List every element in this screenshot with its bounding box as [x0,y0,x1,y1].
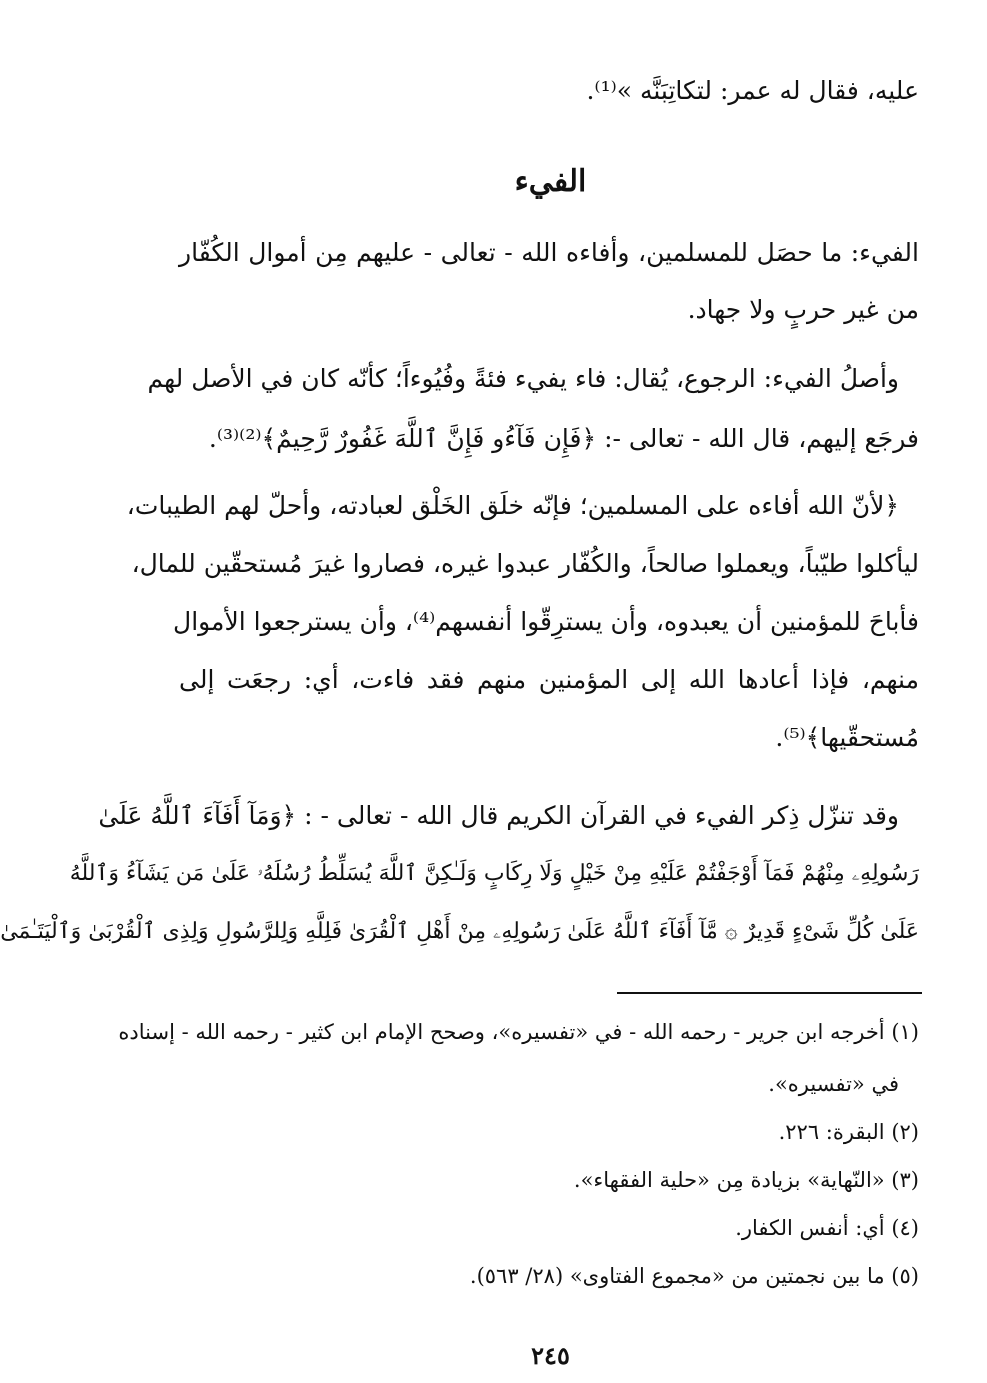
paragraph-3-line-1: ﴿لأنّ الله أفاءه على المسلمين؛ فإنّه خلَق الخَلْق لعبادته، وأحلّ لهم الطيبات، [126,491,899,520]
paragraph-2-line-1: وأصلُ الفيء: الرجوع، يُقال: فاء يفيء فئةً وفُيُوءاً؛ كأنّه كان في الأصل لهم [147,364,899,393]
footnote-2: (٢) البقرة: ٢٢٦. [778,1120,919,1144]
paragraph-3-line-2: ليأكلوا طيّباً، ويعملوا صالحاً، والكُفّار عبدوا غيره، فصاروا غيرَ مُستحقّين للمال، [131,549,919,578]
paragraph-4-line-1: وقد تنزّل ذِكر الفيء في القرآن الكريم قال الله - تعالى - : ﴿وَمَآ أَفَآءَ ٱللَّهُ عَلَىٰ [98,801,899,830]
footnote-5: (٥) ما بين نجمتين من «مجموع الفتاوى» (٢٨/ ٥٦٣). [469,1264,919,1288]
footnote-1: (١) أخرجه ابن جرير - رحمه الله - في «تفسيره»، وصحح الإمام ابن كثير - رحمه الله - إسناده [118,1020,919,1044]
paragraph-3-line-4: منهم، فإذا أعادها الله إلى المؤمنين منهم فقد فاءت، أي: رجعَت إلى [179,665,919,694]
footnote-separator [617,992,922,994]
section-title: الفيء [514,164,587,199]
paragraph-4-line-2: رَسُولِهِۦ مِنْهُمْ فَمَآ أَوْجَفْتُمْ عَلَيْهِ مِنْ خَيْلٍ وَلَا رِكَابٍ وَلَـٰكِنَّ ٱللَّهَ يُسَلِّطُ رُسُلَهُۥ عَلَىٰ مَن يَشَآءُ وَٱللَّهُ [69,861,919,886]
page-number: ٢٤٥ [531,1341,570,1370]
paragraph-3-line-5: مُستحقّيها﴾⁽⁵⁾. [775,723,919,752]
paragraph-2-line-2: فرجَع إليهم، قال الله - تعالى -: ﴿فَإِن فَآءُو فَإِنَّ ٱللَّهَ غَفُورٌ رَّحِيمٌ﴾⁽²⁾⁽³⁾. [208,424,919,453]
footnote-4: (٤) أي: أنفس الكفار. [735,1216,919,1240]
paragraph-4-line-3: عَلَىٰ كُلِّ شَىْءٍ قَدِيرٌ ۞ مَّآ أَفَآءَ ٱللَّهُ عَلَىٰ رَسُولِهِۦ مِنْ أَهْلِ ٱلْقُرَىٰ فَلِلَّهِ وَلِلرَّسُولِ وَلِذِى ٱلْقُرْبَىٰ وَٱلْيَتَـٰمَىٰ [0,919,919,944]
footnote-3: (٣) «النّهاية» بزيادة مِن «حلية الفقهاء». [573,1168,919,1192]
paragraph-1-line-1: الفيء: ما حصَل للمسلمين، وأفاءه الله - تعالى - عليهم مِن أموال الكُفّار [179,238,919,267]
top-line: عليه، فقال له عمر: لتكاتِبَنَّه »⁽¹⁾. [586,76,919,105]
paragraph-3-line-3: فأباحَ للمؤمنين أن يعبدوه، وأن يسترِقّوا أنفسهم⁽⁴⁾، وأن يسترجعوا الأموال [173,607,919,636]
footnote-1-continuation: في «تفسيره». [768,1072,899,1096]
paragraph-1-line-2: من غير حربٍ ولا جهاد. [687,295,919,324]
